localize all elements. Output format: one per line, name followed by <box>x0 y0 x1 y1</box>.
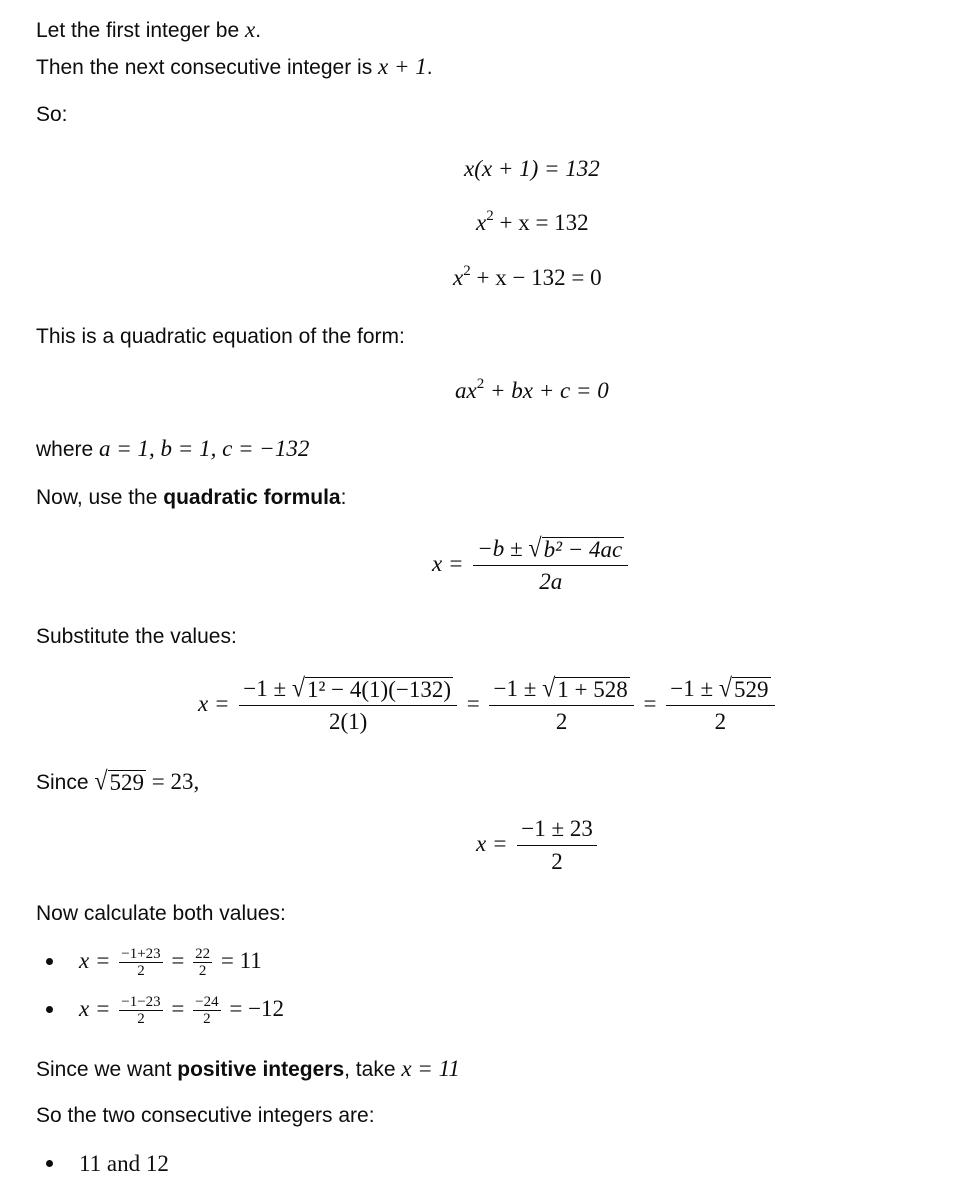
item-2-equals: = <box>171 995 185 1021</box>
formula-numerator <box>473 536 628 566</box>
sqrt-symbol <box>542 674 630 704</box>
substitution-radicand-3: 529 <box>734 677 769 702</box>
substitution-num-1-pre: −1 ± <box>243 676 292 701</box>
quadratic-intro: This is a quadratic equation of the form: <box>36 325 405 348</box>
answer-item: 11 and 12 <box>79 1151 169 1176</box>
substitution-denominator-1: 2(1) <box>328 709 368 734</box>
radical-icon: √ <box>291 674 306 704</box>
item-2-lhs: x = <box>79 995 111 1021</box>
since-text: Since <box>36 771 95 794</box>
equation-2-var: x <box>476 210 487 235</box>
item-1-lhs: x = <box>79 947 111 973</box>
item-1-f1-den: 2 <box>137 963 145 979</box>
so-two-integers: So the two consecutive integers are: <box>36 1104 375 1127</box>
item-1-fraction-1 <box>119 946 162 979</box>
substitution-fraction-1 <box>239 676 457 735</box>
formula-den-text: 2a <box>539 569 563 594</box>
since-line <box>36 769 199 796</box>
formula-denominator <box>535 566 566 595</box>
equation-3 <box>453 264 602 292</box>
item-1-f1-num: −1+23 <box>121 946 161 962</box>
item-1-f2-den: 2 <box>198 963 207 979</box>
substitution-numerator-3 <box>666 676 774 706</box>
since-radicand: 529 <box>109 770 145 795</box>
positive-math: x = 11 <box>401 1056 460 1081</box>
substitution-numerator-2 <box>489 676 633 706</box>
intro-line-2-expr: x + 1 <box>378 54 427 79</box>
where-text: where <box>36 438 100 461</box>
simplified-lhs: x = <box>476 830 508 856</box>
substitution-fraction-3 <box>666 676 774 735</box>
list-item <box>79 946 262 979</box>
list-item <box>79 994 284 1027</box>
item-2-f1-num: −1−23 <box>121 994 161 1010</box>
item-1-result: = 11 <box>220 947 262 973</box>
formula-intro-text: Now, use the <box>36 486 164 509</box>
quadratic-form-a: ax <box>455 378 477 403</box>
item-2-fraction-1 <box>119 994 162 1027</box>
substitution-fraction-2 <box>489 676 633 735</box>
substitution-numerator-1 <box>239 676 457 706</box>
coefficients-line <box>36 436 309 463</box>
item-2-f2-den: 2 <box>203 1011 211 1027</box>
bullet-icon <box>46 1160 53 1167</box>
substitution-equation <box>198 676 779 735</box>
radical-icon: √ <box>94 767 108 797</box>
substitution-radicand-2: 1 + 528 <box>557 677 628 702</box>
positive-mid: , take <box>344 1058 402 1081</box>
item-2-result: = −12 <box>229 995 285 1021</box>
substitution-radicand-1: 1² − 4(1)(−132) <box>307 677 451 702</box>
item-2-fraction-2 <box>193 994 220 1027</box>
equation-3-exp: 2 <box>463 263 471 279</box>
quadratic-form-rest: + bx + c = 0 <box>484 378 609 403</box>
equation-1-text: x(x + 1) = 132 <box>464 156 600 181</box>
item-1-fraction-2 <box>193 946 212 979</box>
substitution-denominator-2: 2 <box>555 709 568 734</box>
formula-radicand: b² − 4ac <box>543 537 623 562</box>
radical-icon: √ <box>542 674 556 704</box>
substitution-num-3-pre: −1 ± <box>670 676 719 701</box>
intro-line-1-text: Let the first integer be <box>36 19 245 42</box>
sqrt-symbol <box>718 674 771 704</box>
coefficients-math: a = 1, b = 1, c = −132 <box>99 436 310 461</box>
intro-line-2-text: Then the next consecutive integer is <box>36 56 379 79</box>
quadratic-form-exp: 2 <box>476 376 485 392</box>
quadratic-form <box>455 377 609 405</box>
positive-bold: positive integers <box>177 1058 345 1081</box>
intro-line-1-end: . <box>255 19 262 42</box>
intro-line-2 <box>36 54 433 81</box>
intro-line-1 <box>36 17 261 44</box>
equals-sign-1: = <box>466 690 480 716</box>
formula-num-pre: −b ± <box>477 536 529 561</box>
radical-icon: √ <box>528 534 542 564</box>
item-2-f2-num: −24 <box>195 994 219 1010</box>
intro-line-2-end: . <box>426 56 433 79</box>
equation-3-var: x <box>453 265 464 290</box>
positive-line <box>36 1056 460 1083</box>
so-label: So: <box>36 103 68 126</box>
equation-2 <box>476 209 589 237</box>
equals-sign-2: = <box>643 690 657 716</box>
radical-icon: √ <box>718 674 733 704</box>
since-rest: = 23, <box>146 769 200 794</box>
simplified-fraction <box>517 816 597 875</box>
simplified-denominator: 2 <box>551 849 563 874</box>
formula-intro <box>36 485 346 511</box>
bullet-icon <box>46 1006 53 1013</box>
sqrt-symbol <box>94 767 146 797</box>
substitute-label: Substitute the values: <box>36 625 237 648</box>
substitution-denominator-3: 2 <box>714 709 727 734</box>
bullet-icon <box>46 958 53 965</box>
simplified-numerator: −1 ± 23 <box>517 816 597 846</box>
positive-text: Since we want <box>36 1058 178 1081</box>
quadratic-formula <box>432 536 632 595</box>
substitution-num-2-pre: −1 ± <box>493 676 543 701</box>
item-1-f2-num: 22 <box>195 946 211 962</box>
formula-intro-end: : <box>340 486 347 509</box>
equation-3-rest: + x − 132 = 0 <box>470 265 602 290</box>
substitution-lhs: x = <box>198 690 230 716</box>
intro-line-1-var: x <box>244 17 256 42</box>
formula-intro-bold: quadratic formula <box>163 486 341 509</box>
both-values-label: Now calculate both values: <box>36 902 286 925</box>
formula-fraction <box>473 536 628 595</box>
item-2-f1-den: 2 <box>137 1011 145 1027</box>
simplified-equation <box>476 816 601 875</box>
equation-2-exp: 2 <box>486 208 494 224</box>
item-1-equals: = <box>171 947 185 973</box>
sqrt-symbol <box>528 534 624 564</box>
equation-2-rest: + x = 132 <box>493 210 589 235</box>
equation-1 <box>464 155 600 183</box>
sqrt-symbol <box>291 674 453 704</box>
formula-lhs: x = <box>432 550 464 576</box>
